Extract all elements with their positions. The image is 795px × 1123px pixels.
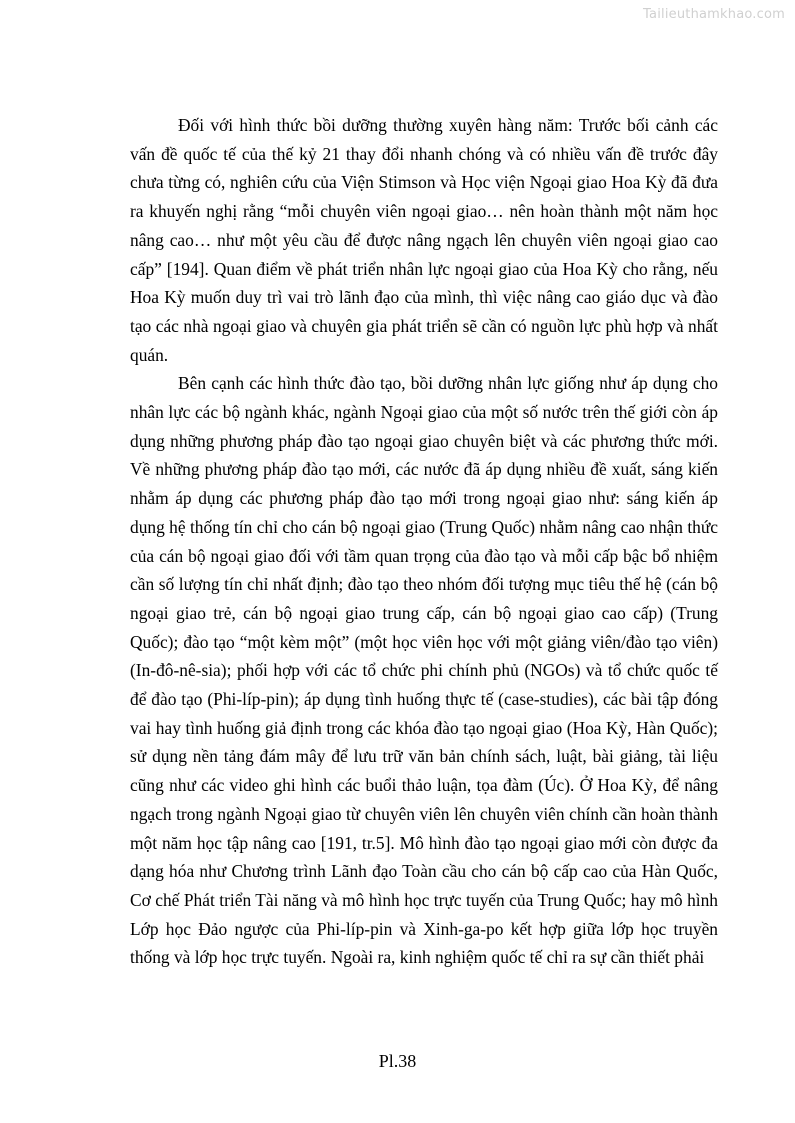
paragraph-regular-training: Đối với hình thức bồi dưỡng thường xuyên hàng năm: Trước bối cảnh các vấn đề quốc tế của thế kỷ 21 thay đổi nhanh chóng và có nhiều vấn đề trước đây chưa từng có, nghiên cứu của Viện Stimson và Học viện Ngoại giao Hoa Kỳ đã đưa ra khuyến nghị rằng “mỗi chuyên viên ngoại giao… nên hoàn thành một năm học nâng cao… như một yêu cầu để được nâng ngạch lên chuyên viên ngoại giao cao cấp” [194]. Quan điểm về phát triển nhân lực ngoại giao của Hoa Kỳ cho rằng, nếu Hoa Kỳ muốn duy trì vai trò lãnh đạo của mình, thì việc nâng cao giáo dục và đào tạo các nhà ngoại giao và chuyên gia phát triển sẽ cần có nguồn lực phù hợp và nhất quán. — [130, 115, 718, 365]
document-body — [130, 111, 718, 972]
page-number: Pl.38 — [378, 1051, 417, 1071]
paragraph-training-methods: Bên cạnh các hình thức đào tạo, bồi dưỡng nhân lực giống như áp dụng cho nhân lực các bộ ngành khác, ngành Ngoại giao của một số nước trên thế giới còn áp dụng những phương pháp đào tạo ngoại giao chuyên biệt và các phương thức mới. Về những phương pháp đào tạo mới, các nước đã áp dụng nhiều đề xuất, sáng kiến nhằm áp dụng các phương pháp đào tạo mới trong ngoại giao như: sáng kiến áp dụng hệ thống tín chỉ cho cán bộ ngoại giao (Trung Quốc) nhằm nâng cao nhận thức của cán bộ ngoại giao đối với tầm quan trọng của đào tạo và mỗi cấp bậc bổ nhiệm cần số lượng tín chỉ nhất định; đào tạo theo nhóm đối tượng mục tiêu thế hệ (cán bộ ngoại giao trẻ, cán bộ ngoại giao trung cấp, cán bộ ngoại giao cao cấp) (Trung Quốc); đào tạo “một kèm một” (một học viên học với một giảng viên/đào tạo viên) (In-đô-nê-sia); phối hợp với các tổ chức phi chính phủ (NGOs) và tổ chức quốc tế để đào tạo (Phi-líp-pin); áp dụng tình huống thực tế (case-studies), các bài tập đóng vai hay tình huống giả định trong các khóa đào tạo ngoại giao (Hoa Kỳ, Hàn Quốc); sử dụng nền tảng đám mây để lưu trữ văn bản chính sách, luật, bài giảng, tài liệu cũng như các video ghi hình các buổi thảo luận, tọa đàm (Úc). Ở Hoa Kỳ, để nâng ngạch trong ngành Ngoại giao từ chuyên viên lên chuyên viên chính cần hoàn thành một năm học tập nâng cao [191, tr.5]. Mô hình đào tạo ngoại giao mới còn được đa dạng hóa như Chương trình Lãnh đạo Toàn cầu cho cán bộ cấp cao của Hàn Quốc, Cơ chế Phát triển Tài năng và mô hình học trực tuyến của Trung Quốc; hay mô hình Lớp học Đảo ngược của Phi-líp-pin và Xinh-ga-po kết hợp giữa lớp học truyền thống và lớp học trực tuyến. Ngoài ra, kinh nghiệm quốc tế chỉ ra sự cần thiết phải — [130, 373, 718, 968]
watermark-text: Tailieuthamkhao.com — [643, 7, 785, 22]
